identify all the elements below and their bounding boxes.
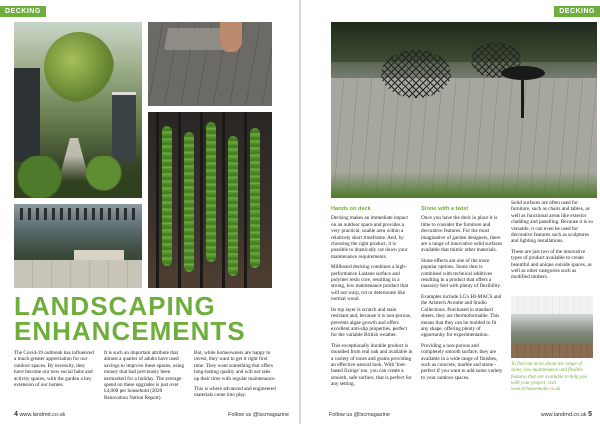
body-paragraph: These are just two of the innovative types of product available to create beautiful and unique outside spaces, as well as other categories such as modified timbers. xyxy=(511,248,592,281)
body-column-1 xyxy=(331,206,413,392)
outdoor-room-photo xyxy=(511,296,593,358)
patio-photo xyxy=(14,204,142,288)
body-column-3 xyxy=(194,350,276,403)
photo-roof xyxy=(511,296,593,314)
living-wall-photo xyxy=(148,112,272,288)
photo-building xyxy=(14,68,40,162)
bench-photo xyxy=(148,22,272,106)
headline-line-1: LANDSCAPING xyxy=(14,291,216,321)
body-paragraph: Once you have the deck in place it is time to consider the furniture and decorative features. For the most imaginative of garden designers, there are a range of innovative solid surfaces available that mimic other materials. xyxy=(421,215,503,254)
page-number: 5 xyxy=(588,411,592,418)
vertical-plant xyxy=(162,126,172,266)
photo-building xyxy=(112,92,136,162)
vertical-plant xyxy=(184,132,194,272)
subheading: Stone with a twist xyxy=(421,206,469,212)
page-number: 4 xyxy=(14,411,18,418)
body-paragraph: Millboard decking combines a high-performance Lastane surface and polymer resin core, resulting in a strong, low maintenance product that will not warp, rot or deteriorate like normal wood. xyxy=(331,264,409,303)
body-column-2 xyxy=(104,350,186,405)
vertical-plant xyxy=(228,136,238,276)
body-paragraph: Examples include LG's HI-MACS and the Aristech Avonite and Studio Collections. Purchased in standard sheets, they are thermoformable. This means that they can be molded to fit any shape, offering plenty of opportunity for experimentation. xyxy=(421,293,502,339)
body-paragraph: Providing a non-porous and completely smooth surface, they are available in a wide range of finishes, such as concrete, marble and stone - perfect if you want to add some variety to your outdoor spaces. xyxy=(421,342,503,381)
body-paragraph: Its top layer is scratch and stain resistant and, because it is non-porous, prevents algae growth and offers excellent anti-slip properties, perfect for the variable British weather. xyxy=(331,306,412,339)
body-column-2 xyxy=(421,206,503,385)
vertical-plant xyxy=(250,128,260,268)
section-tab: DECKING xyxy=(554,6,600,17)
footer-left xyxy=(14,411,65,418)
body-column-1 xyxy=(14,350,96,392)
body-paragraph: It is such an important attribute that almost a quarter of adults have used savings to improve these spaces, using money that had previously been earmarked for a holiday. The average spend on these upgrades is just over £4,000 per household (2020 Renovation Nation Report). xyxy=(104,350,185,401)
vertical-plant xyxy=(206,122,216,262)
body-paragraph: Decking makes an immediate impact on an outdoor space and provides a very practical, usable area within a relatively short timeframe. And, by choosing the right product, it is possible to drastically cut down your maintenance requirements. xyxy=(331,215,408,260)
photo-plants xyxy=(14,156,142,198)
right-page xyxy=(301,0,600,424)
photo-pergola xyxy=(20,208,136,220)
footer-social: Follow us @lscmagazine xyxy=(329,412,390,418)
photo-grass xyxy=(331,172,597,198)
footer-site[interactable]: www.landmd.co.uk xyxy=(19,412,66,418)
subheading: Hands on deck xyxy=(331,206,371,212)
headline-line-2: ENHANCEMENTS xyxy=(14,316,246,346)
section-tab: DECKING xyxy=(0,6,46,17)
body-paragraph: The Covid-19 outbreak has influenced a much greater appreciation for our outdoor spaces. By necessity, they have become our new social hubs and activity spaces, with the garden a key extension of our homes. xyxy=(14,350,94,389)
body-paragraph: Solid surfaces are often used for furniture, such as chairs and tables, as well as functional areas like exterior cladding and panelling. Because it is so versatile, it can even be used for decorative features such as sculptures and lighting installations. xyxy=(511,200,593,245)
body-paragraph: This exceptionally durable product is moulded from real oak and available in a variety of tones and grains providing an effective natural look. With 'foot-based fixings' too, you can create a smooth, safe surface, that is perfect for any setting. xyxy=(331,342,413,388)
left-page xyxy=(0,0,299,424)
body-paragraph: But, while homeowners are happy to invest, they want to get it right first time. They want something that offers long-lasting quality and will not take up their time with regular maintenance. xyxy=(194,350,276,382)
photo-tree xyxy=(44,32,114,102)
body-column-3 xyxy=(511,200,593,285)
photo-floor xyxy=(14,260,142,288)
body-paragraph: Stone effects are one of the more popular options. Stone dust is combined with technical additives resulting in a product that offers a masonry feel with plenty of flexibility. xyxy=(421,257,502,290)
footer-site[interactable]: www.landmd.co.uk xyxy=(540,412,587,418)
deck-chairs-photo xyxy=(331,22,597,198)
garden-photo xyxy=(14,22,142,198)
photo-hedge xyxy=(331,22,597,62)
wall-strip xyxy=(156,112,159,288)
footer-social: Follow us @lscmagazine xyxy=(228,412,289,418)
callout-text: To find out more about the range of stone, low maintenance and flexible features that are available to help you with your project, visit www.brhaseemake.co.uk xyxy=(511,362,588,393)
photo-deck xyxy=(511,344,593,358)
photo-person xyxy=(220,22,242,52)
wall-strip xyxy=(178,112,181,288)
body-paragraph: This is where advanced and engineered materials come into play. xyxy=(194,386,276,399)
photo-table-leg xyxy=(521,78,524,118)
wall-strip xyxy=(222,112,225,288)
wall-strip xyxy=(200,112,203,288)
photo-chair xyxy=(381,50,451,98)
footer-right xyxy=(541,411,592,418)
wall-strip xyxy=(244,112,247,288)
